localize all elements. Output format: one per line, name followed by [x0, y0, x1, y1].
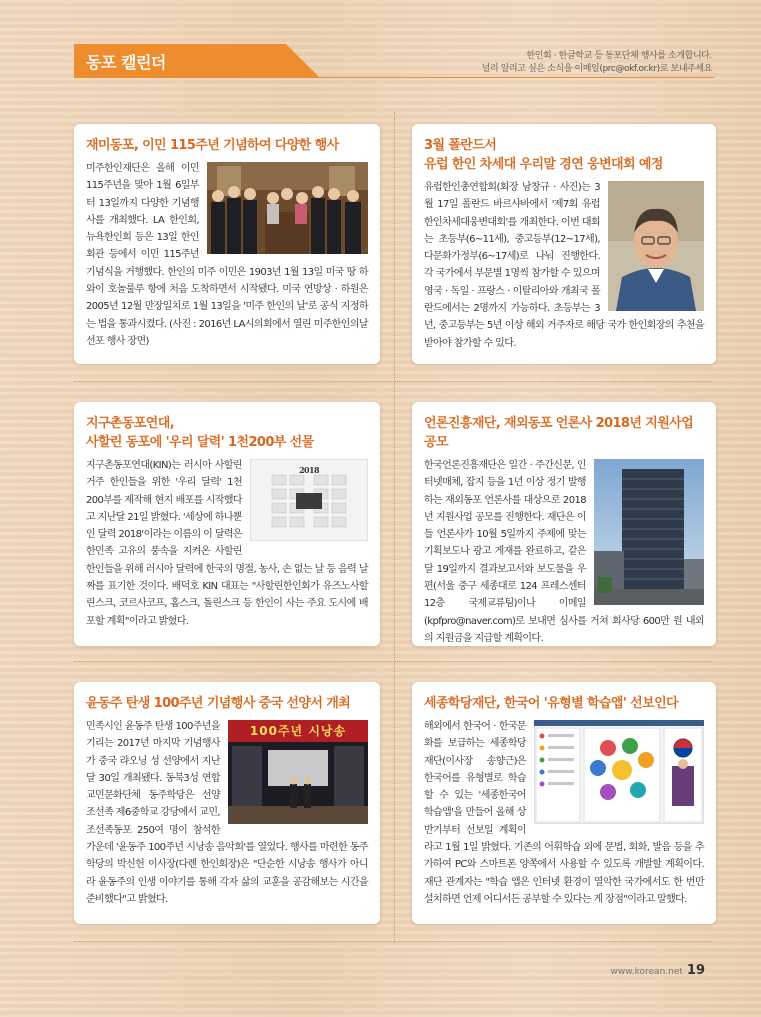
- portrait-photo: [608, 181, 704, 311]
- article-card-sejong-app: [412, 682, 716, 924]
- article-title: 언론진흥재단, 재외동포 언론사 2018년 지원사업 공모: [424, 416, 694, 450]
- article-body: [86, 457, 368, 630]
- ceremony-photo: [207, 162, 368, 254]
- article-text: 유럽한인총연합회(회장 남창규 · 사진)는 3월 17일 폴란드 바르샤바에서 '제7회 유럽한인차세대웅변대회'를 개최한다. 이번 대회는 초등부(6~11세), 중고등부(12~17세), 다문화가정부(6~17세)로 나눠 진행한다. 각 국가에서 부문별 1명씩 참가할 수 있으며 영국 · 독일 · 프랑스 · 이탈리아와 개최국 폴란드에서는 2명까지 가능하다. 초등부는 3년, 중고등부는 5년 이상 해외 거주자로 해당 국가 한인회장의 추천을 받아야 참가할 수 있다.: [424, 182, 704, 349]
- article-card-yun-dongju: [74, 682, 380, 924]
- article-card-sakhalin-calendar: [74, 402, 380, 646]
- article-title: [424, 136, 704, 174]
- press-center-photo: [594, 459, 704, 605]
- article-card-speech-contest: [412, 124, 716, 364]
- article-body: [424, 718, 704, 908]
- article-card-press-foundation: [412, 402, 716, 646]
- page-footer: [611, 963, 706, 978]
- article-card-immigration-115: [74, 124, 380, 364]
- section-header: [74, 44, 714, 78]
- article-body: [86, 160, 368, 350]
- article-text: 민족시인 윤동주 탄생 100주년을 기리는 2017년 마지막 기념행사가 중국 랴오닝 성 선양에서 지난달 30일 개최됐다. 동북3성 연합 교민문화단체 동주학당은 선양 조선족 제6중학교 강당에서 교민, 조선족동포 250여 명이 참석한 가운데 '윤동주 100주년 시낭송 음악회'를 열었다. 행사를 마련한 동주학당의 박신헌 이사장(다롄 한인회장)은 "단순한 시낭송 행사가 아니라 윤동주의 인생 이야기를 통해 각자 삶의 교훈을 공감해보는 시간을 준비했다"고 밝혔다.: [86, 721, 368, 905]
- footer-site: www.korean.net: [610, 967, 683, 977]
- article-title-line-2: 유럽 한인 차세대 우리말 경연 웅변대회 예정: [424, 157, 663, 172]
- article-title: [86, 414, 368, 452]
- stage-photo: [228, 720, 368, 824]
- article-title: 윤동주 탄생 100주년 기념행사 중국 선양서 개최: [86, 696, 351, 711]
- column-divider: [394, 112, 395, 942]
- banner-text: 100주년 시낭송: [249, 724, 347, 738]
- article-title-line-1: 3월 폴란드서: [424, 138, 497, 153]
- article-body: [424, 179, 704, 352]
- description-line-2: 널리 알리고 싶은 소식을 이메일(prc@okf.or.kr)로 보내주세요: [481, 64, 712, 74]
- article-body: [86, 718, 368, 908]
- description-line-1: 한인회 · 한글학교 등 동포단체 행사를 소개합니다.: [526, 51, 712, 61]
- article-title: 재미동포, 이민 115주년 기념하여 다양한 행사: [86, 138, 339, 153]
- article-text: 해외에서 한국어 · 한국문화를 보급하는 세종학당재단(이사장 송향근)은 한국어를 유형별로 학습할 수 있는 '세종한국어 학습앱'을 만들어 올해 상반기부터 선보일 계획이라고 1월 1일 밝혔다. 기존의 어휘학습 외에 문법, 회화, 발음 등을 추가하여 PC와 스마트폰 양쪽에서 사용할 수 있도록 개발할 계획이다. 재단 관계자는 "학습 앱은 인터넷 환경이 열악한 국가에서도 한 번만 설치하면 언제 어디서든 공부할 수 있다는 게 장점"이라고 말했다.: [424, 721, 704, 905]
- article-text: 한국언론진흥재단은 일간 · 주간신문, 인터넷매체, 잡지 등을 1년 이상 정기 발행하는 재외동포 언론사를 대상으로 2018년 지원사업 공모를 진행한다. 재단은 이들 언론사가 10월 5일까지 주제에 맞는 기획보도나 광고 게재를 완료하고, 같은 달 19일까지 결과보고서와 보도물을 우편(서울 중구 세종대로 124 프레스센터 12층 국제교류팀)이나 이메일(kpfpro@naver.com)로 보내면 심사를 거쳐 회사당 600만 원 내외의 지원금을 지급할 계획이다.: [424, 460, 704, 644]
- section-description: [482, 50, 712, 76]
- article-title: 세종학당재단, 한국어 '유형별 학습앱' 선보인다: [424, 696, 679, 711]
- article-body: [424, 457, 704, 647]
- article-text: 지구촌동포연대(KIN)는 러시아 사할린 거주 한인들을 위한 '우리 달력' 1천200부를 제작해 현지 배포를 시작했다고 지난달 21일 밝혔다. '세상에 하나뿐인 달력 2018'이라는 이름의 이 달력은 한민족 고유의 풍속을 지켜온 사할린 한인들을 위해 러시아 달력에 한국의 명절, 농사, 손 없는 날 등 음력 날짜를 표기한 것이다. 배덕호 KIN 대표는 "사할린한인회가 유즈노사할린스크, 코르사코프, 홈스크, 돌린스크 등 한인이 사는 주요 도시에 배포할 계획"이라고 밝혔다.: [86, 460, 368, 627]
- page-number: 19: [686, 963, 705, 978]
- article-text: 미주한인재단은 올해 이민 115주년을 맞아 1월 6일부터 13일까지 다양한 기념행사를 개최했다. LA 한인회, 뉴욕한인회 등은 13일 한인회관 등에서 이민 115주년 기념식을 거행했다. 한인의 미주 이민은 1903년 1월 13일 미국 땅 하와이 호놀룰루 항에 처음 도착하면서 시작됐다. 미국 연방상 · 하원은 2005년 12월 만장일치로 1월 13일을 '미주 한인의 날'로 공식 지정하는 법을 통과시켰다. (사진 : 2016년 LA시의회에서 열린 미주한인의날 선포 행사 장면): [86, 163, 368, 347]
- article-title-line-2: 사할린 동포에 '우리 달력' 1천200부 선물: [86, 435, 314, 450]
- section-title: 동포 캘린더: [86, 53, 166, 72]
- header-rule: [284, 77, 714, 78]
- calendar-photo: [250, 459, 368, 541]
- article-title-line-1: 지구촌동포연대,: [86, 416, 175, 431]
- learning-app-screenshot: [534, 720, 704, 824]
- calendar-year: 2018: [299, 465, 319, 475]
